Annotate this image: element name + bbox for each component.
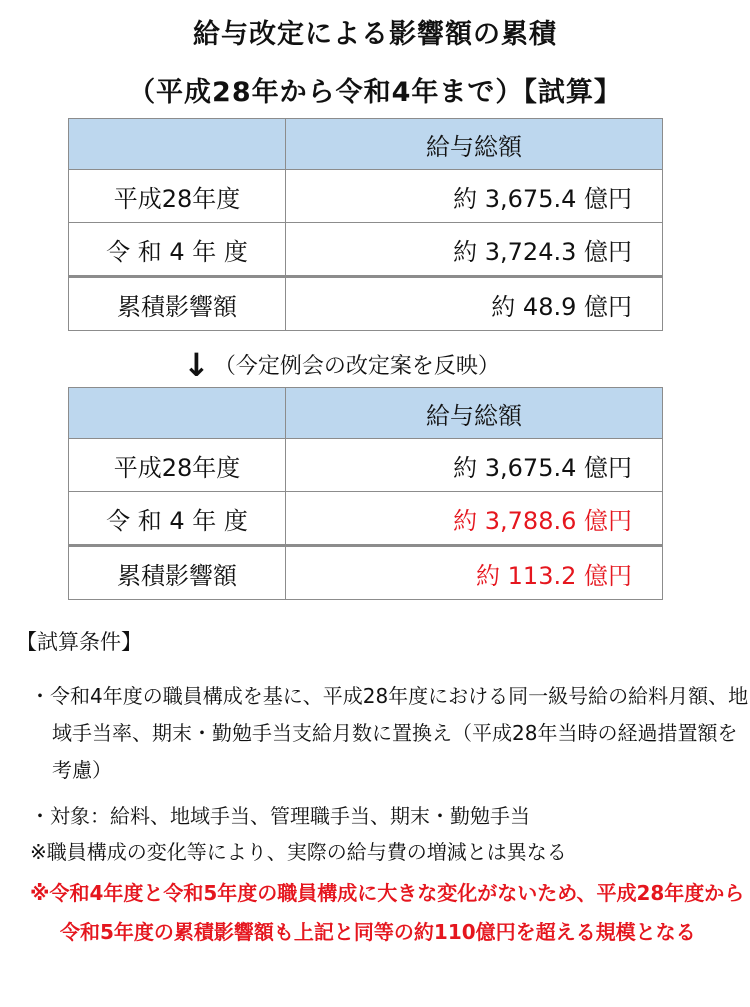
table-header-salary-total: 給与総額	[286, 388, 663, 439]
row-value-r4-highlight: 約 3,788.6 億円	[286, 492, 663, 546]
table-row	[69, 492, 663, 546]
row-label-cumulative: 累積影響額	[69, 546, 286, 600]
row-value-h28: 約 3,675.4 億円	[286, 439, 663, 492]
table-header-row	[69, 388, 663, 439]
revision-note-text: （今定例会の改定案を反映）	[213, 354, 500, 379]
table-row	[69, 223, 663, 277]
down-arrow-icon: ↓	[183, 346, 210, 384]
conditions-title: 【試算条件】	[16, 630, 142, 654]
row-label-r4: 令 和 4 年 度	[69, 492, 286, 546]
condition-item: ・対象：給料、地域手当、管理職手当、期末・勤勉手当	[30, 804, 530, 828]
table-header-blank	[69, 388, 286, 439]
table-row-cumulative	[69, 277, 663, 331]
page-subtitle: （平成28年から令和4年まで）【試算】	[128, 77, 622, 108]
table-row-cumulative	[69, 546, 663, 600]
row-label-h28: 平成28年度	[69, 439, 286, 492]
table-row	[69, 170, 663, 223]
table-header-salary-total: 給与総額	[286, 119, 663, 170]
salary-table-before	[68, 118, 663, 331]
condition-item: ・令和4年度の職員構成を基に、平成28年度における同一級号給の給料月額、地域手当率、期末・勤勉手当支給月数に置換え（平成28年当時の経過措置額を考慮）	[30, 684, 749, 782]
row-value-h28: 約 3,675.4 億円	[286, 170, 663, 223]
salary-table-after	[68, 387, 663, 600]
page-title: 給与改定による影響額の累積	[193, 19, 557, 50]
row-label-h28: 平成28年度	[69, 170, 286, 223]
table-row	[69, 439, 663, 492]
table-header-row	[69, 119, 663, 170]
row-value-cumulative-highlight: 約 113.2 億円	[286, 546, 663, 600]
row-label-cumulative: 累積影響額	[69, 277, 286, 331]
table-header-blank	[69, 119, 286, 170]
condition-note: ※職員構成の変化等により、実際の給与費の増減とは異なる	[30, 840, 567, 864]
condition-note-highlight: ※令和4年度と令和5年度の職員構成に大きな変化がないため、平成28年度から令和5年度の累積影響額も上記と同等の約110億円を超える規模となる	[30, 881, 745, 944]
row-value-r4: 約 3,724.3 億円	[286, 223, 663, 277]
revision-note	[183, 346, 500, 384]
row-value-cumulative: 約 48.9 億円	[286, 277, 663, 331]
row-label-r4: 令 和 4 年 度	[69, 223, 286, 277]
